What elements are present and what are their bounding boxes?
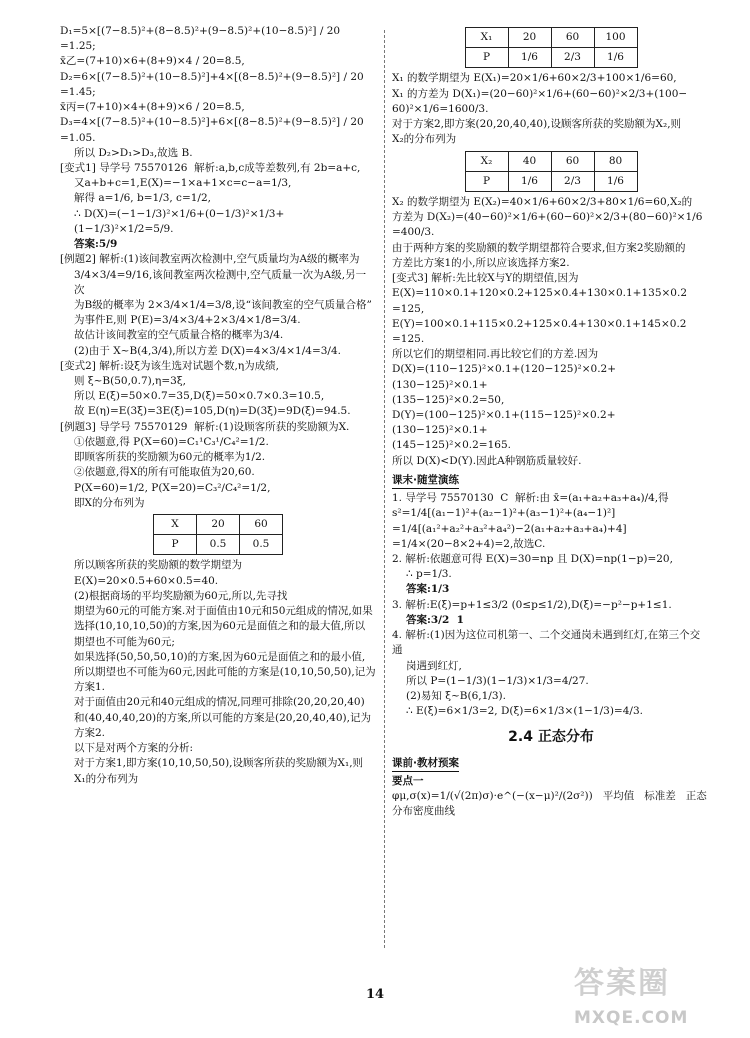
distribution-table-x2 [465,151,638,192]
text-line: 60)²×1/6=1600/3. [392,102,489,115]
text-line: 2. 解析:依题意可得 E(X)=30=np 且 D(X)=np(1−p)=20, [392,553,673,565]
table-cell: 2/3 [551,48,594,68]
right-column [392,24,710,968]
table-cell: 20 [508,28,551,48]
text-line: 所以期望也不可能为60元,因此可能的方案是(10,10,50,50),记为 [74,665,376,678]
text-line: 则 ξ~B(50,0.7),η=3ξ, [74,375,186,388]
text-line: 所以 D₂>D₁>D₃,故选 B. [74,146,193,159]
table-cell: 1/6 [508,48,551,68]
text-line: D₃=4×[(7−8.5)²+(10−8.5)²]+6×[(8−8.5)²+(9−8.5)²] / 20 [60,116,364,129]
table-cell: 60 [240,515,283,535]
text-line: (2)由于 X~B(4,3/4),所以方差 D(X)=4×3/4×1/4=3/4. [74,344,341,357]
table-cell: 40 [508,151,551,171]
table-cell: 60 [551,28,594,48]
text-line: D(Y)=(100−125)²×0.1+(115−125)²×0.2+(130−125)²×0.1+ [392,409,616,437]
table-cell: X₂ [465,151,508,171]
distribution-table-x [153,514,283,555]
left-column [60,24,376,968]
table-row [154,535,283,555]
key-point-label: 要点一 [392,774,424,787]
table-row [154,515,283,535]
table-cell: 100 [594,28,637,48]
table-row [465,48,637,68]
text-line: 方差比方案1的小,所以应该选择方案2. [392,256,570,269]
answer-line: 答案:5/9 [74,238,118,251]
text-line: X₂ 的数学期望为 E(X₂)=40×1/6+60×2/3+80×1/6=60,X₂的 [392,195,693,208]
text-line: 故估计该间教室的空气质量合格的概率为3/4. [74,329,284,342]
table-cell: 20 [197,515,240,535]
table-cell: 1/6 [508,171,551,191]
text-line: =400/3. [392,226,435,239]
text-line: 以下是对两个方案的分析: [74,742,194,755]
text-line: 为B级的概率为 2×3/4×1/4=3/8,设“该间教室的空气质量合格” [74,298,372,311]
text-line: 方差为 D(X₂)=(40−60)²×1/6+(60−60)²×2/3+(80−60)²×1/6 [392,211,703,224]
text-line: 期望为60元的可能方案.对于面值由10元和50元组成的情况,如果 [74,605,373,618]
table-row [465,28,637,48]
text-line: φμ,σ(x)=1/(√(2π)σ)·e^(−(x−μ)²/(2σ²)) 平均值 标准差 正态分布密度曲线 [392,790,707,818]
text-line: x̄丙=(7+10)×4+(8+9)×6 / 20=8.5, [60,101,245,114]
table-cell: 1/6 [594,171,637,191]
answer-line: 答案:3/2 1 [406,613,464,626]
text-line: ②依题意,得X的所有可能取值为20,60. [74,466,255,479]
text-line: s²=1/4[(a₁−1)²+(a₂−1)²+(a₃−1)²+(a₄−1)²] [392,507,616,520]
text-line: X₁ 的方差为 D(X₁)=(20−60)²×1/6+(60−60)²×2/3+(100− [392,87,688,100]
text-line: 即顾客所获的奖励额为60元的概率为1/2. [74,451,266,464]
text-line: =125, [392,302,425,315]
table-cell: X₁ [465,28,508,48]
text-line: E(X)=110×0.1+120×0.2+125×0.4+130×0.1+135×0.2 [392,287,688,300]
answer-line: 答案:1/3 [406,583,450,596]
table-cell: P [465,171,508,191]
text-line: 方案2. [74,726,106,739]
section-header-practice: 课末·随堂演练 [392,473,459,489]
text-line: (135−125)²×0.2=50, [392,393,505,406]
text-line: E(X)=20×0.5+60×0.5=40. [74,574,219,587]
text-line: (2)易知 ξ~B(6,1/3). [406,689,506,702]
text-line: 3. 解析:E(ξ)=p+1≤3/2 (0≤p≤1/2),D(ξ)=−p²−p+1≤1. [392,598,672,611]
text-line: 选择(10,10,10,50)的方案,因为60元是面值之和的最大值,所以 [74,620,366,633]
text-line: 对于面值由20元和40元组成的情况,同理可排除(20,20,20,40) [74,696,365,709]
table-row [465,171,637,191]
text-line: ∴ p=1/3. [406,568,452,581]
text-line: 4. 解析:(1)因为这位司机第一、二个交通岗未遇到红灯,在第三个交通 [392,629,701,657]
text-line: 期望也不可能为60元; [74,635,175,648]
text-line: 所以 D(X)<D(Y).因此A种钢筋质量较好. [392,454,582,467]
text-line: 即X的分布列为 [74,496,145,509]
table-cell: 1/6 [594,48,637,68]
text-line: [变式3] 解析:先比较X与Y的期望值,因为 [392,272,579,285]
text-line: 由于两种方案的奖励额的数学期望都符合要求,但方案2奖励额的 [392,241,686,254]
text-line: 故 E(η)=E(3ξ)=3E(ξ)=105,D(η)=D(3ξ)=9D(ξ)=94.5. [74,405,351,418]
text-line: 岗遇到红灯, [406,659,462,672]
table-cell: P [154,535,197,555]
text-line: =1.45; [60,85,96,98]
text-line: 所以 E(ξ)=50×0.7=35,D(ξ)=50×0.7×0.3=10.5, [74,390,325,403]
section-title: 2.4 正态分布 [508,729,594,746]
text-line: (2)根据商场的平均奖励额为60元,所以,先寻找 [74,589,288,602]
text-line: x̄乙=(7+10)×6+(8+9)×4 / 20=8.5, [60,55,245,68]
section-header-preview: 课前·教材预案 [392,756,459,772]
distribution-table-x1 [465,27,638,68]
text-line: 对于方案1,即方案(10,10,50,50),设顾客所获的奖励额为X₁,则 [74,757,364,770]
text-line: D(X)=(110−125)²×0.1+(120−125)²×0.2+(130−125)²×0.1+ [392,363,617,391]
text-line: X₁的分布列为 [74,772,139,785]
watermark-logo [574,962,724,1028]
text-line: 为事件E,则 P(E)=3/4×3/4+2×3/4×1/8=3/4. [74,314,301,327]
table-cell: 80 [594,151,637,171]
text-line: =1/4×(20−8×2+4)=2,故选C. [392,537,546,550]
watermark-url: MXQE.COM [574,1007,689,1028]
table-cell: 0.5 [197,535,240,555]
text-line: 所以 P=(1−1/3)(1−1/3)×1/3=4/27. [406,674,589,687]
table-row [465,151,637,171]
text-line: 和(40,40,40,20)的方案,所以可能的方案是(20,20,40,40),记为 [74,711,371,724]
text-line: 又a+b+c=1,E(X)=−1×a+1×c=c−a=1/3, [74,177,292,190]
text-line: E(Y)=100×0.1+115×0.2+125×0.4+130×0.1+145×0.2 [392,317,687,330]
text-line: P(X=60)=1/2, P(X=20)=C₃²/C₄²=1/2, [74,481,271,494]
table-cell: X [154,515,197,535]
table-cell: 60 [551,151,594,171]
text-line: (145−125)²×0.2=165. [392,439,511,452]
table-cell: P [465,48,508,68]
column-divider [384,30,385,948]
text-line: ①依题意,得 P(X=60)=C₁¹C₃¹/C₄²=1/2. [74,435,269,448]
table-cell: 0.5 [240,535,283,555]
text-line: [变式1] 导学号 75570126 解析:a,b,c成等差数列,有 2b=a+c, [60,161,361,174]
text-line: 解得 a=1/6, b=1/3, c=1/2, [74,192,211,205]
text-line: 如果选择(50,50,50,10)的方案,因为60元是面值之和的最小值, [74,650,366,663]
text-line: 所以顾客所获的奖励额的数学期望为 [74,559,242,572]
text-line: [例题2] 解析:(1)该间教室两次检测中,空气质量均为A级的概率为 [60,253,360,266]
text-line: =1.05. [60,131,96,144]
text-line: [变式2] 解析:设ξ为该生选对试题个数,η为成绩, [60,359,279,372]
table-cell: 2/3 [551,171,594,191]
text-line: 1. 导学号 75570130 C 解析:由 x̄=(a₁+a₂+a₃+a₄)/4,得 [392,492,669,505]
text-line: X₁ 的数学期望为 E(X₁)=20×1/6+60×2/3+100×1/6=60, [392,72,677,85]
text-line: 所以它们的期望相同.再比较它们的方差.因为 [392,348,599,361]
text-line: =125. [392,332,425,345]
text-line: 方案1. [74,681,106,694]
text-line: [例题3] 导学号 75570129 解析:(1)设顾客所获的奖励额为X. [60,420,350,433]
text-line: D₁=5×[(7−8.5)²+(8−8.5)²+(9−8.5)²+(10−8.5)²] / 20 [60,25,341,37]
text-line: =1/4[(a₁²+a₂²+a₃²+a₄²)−2(a₁+a₂+a₃+a₄)+4] [392,522,627,535]
text-line: 对于方案2,即方案(20,20,40,40),设顾客所获的奖励额为X₂,则 [392,118,682,131]
text-line: ∴ D(X)=(−1−1/3)²×1/6+(0−1/3)²×1/3+(1−1/3)²×1/2=5/9. [74,207,285,235]
text-line: D₂=6×[(7−8.5)²+(10−8.5)²]+4×[(8−8.5)²+(9−8.5)²] / 20 [60,70,364,83]
page-number: 14 [365,987,385,1002]
watermark-text: 答案圈 [574,966,670,1001]
text-line: ∴ E(ξ)=6×1/3=2, D(ξ)=6×1/3×(1−1/3)=4/3. [406,705,643,718]
text-line: 3/4×3/4=9/16,该间教室两次检测中,空气质量一次为A级,另一次 [74,268,367,296]
text-line: =1.25; [60,40,96,53]
text-line: X₂的分布列为 [392,133,457,146]
